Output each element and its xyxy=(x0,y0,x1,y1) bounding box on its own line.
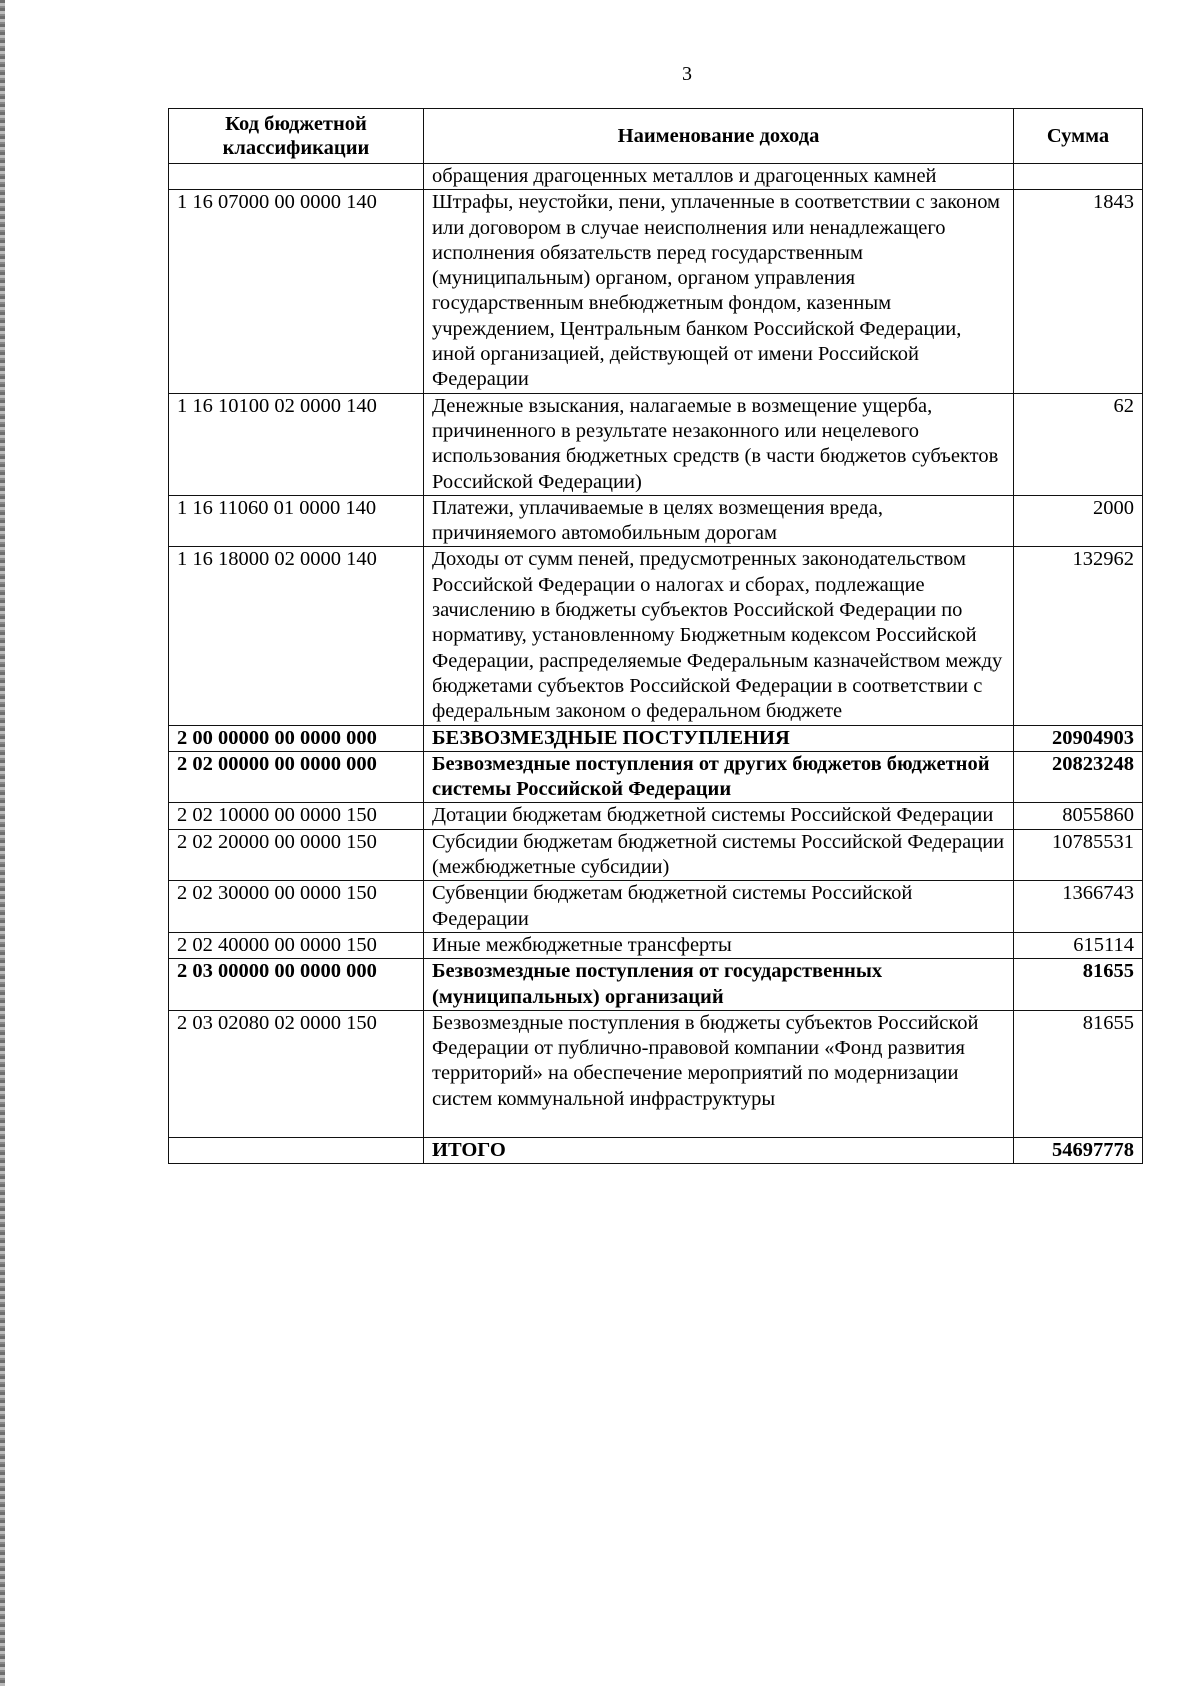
table-row-subtotal-group xyxy=(169,751,1143,803)
row-name: Субвенции бюджетам бюджетной системы Российской Федерации xyxy=(424,881,1014,933)
row-name: БЕЗВОЗМЕЗДНЫЕ ПОСТУПЛЕНИЯ xyxy=(424,725,1014,751)
row-name: Доходы от сумм пеней, предусмотренных законодательством Российской Федерации о налогах и сборах, подлежащие зачислению в бюджеты субъектов Российской Федерации по нормативу, установленному Бюджетным кодексом Российской Федерации, распределяемые Федеральным казначейством между бюджетами субъектов Российской Федерации в соответствии с федеральным законом о федеральном бюджете xyxy=(424,547,1014,725)
table-row xyxy=(169,1010,1143,1137)
row-code: 2 00 00000 00 0000 000 xyxy=(169,725,424,751)
table-row xyxy=(169,495,1143,547)
row-code: 1 16 07000 00 0000 140 xyxy=(169,190,424,393)
row-name: Безвозмездные поступления от других бюджетов бюджетной системы Российской Федерации xyxy=(424,751,1014,803)
table-row xyxy=(169,932,1143,958)
row-sum xyxy=(1014,164,1143,190)
row-sum: 132962 xyxy=(1014,547,1143,725)
row-code: 2 02 00000 00 0000 000 xyxy=(169,751,424,803)
row-name: Денежные взыскания, налагаемые в возмещение ущерба, причиненного в результате незаконного или нецелевого использования бюджетных средств (в части бюджетов субъектов Российской Федерации) xyxy=(424,393,1014,495)
row-name: обращения драгоценных металлов и драгоценных камней xyxy=(424,164,1014,190)
row-sum: 1843 xyxy=(1014,190,1143,393)
row-sum: 8055860 xyxy=(1014,803,1143,829)
row-code: 2 03 00000 00 0000 000 xyxy=(169,959,424,1011)
header-code: Код бюджетной классификации xyxy=(169,109,424,164)
row-name: Штрафы, неустойки, пени, уплаченные в соответствии с законом или договором в случае неисполнения или ненадлежащего исполнения обязательств перед государственным (муниципальным) органом, органом управления государственным внебюджетным фондом, казенным учреждением, Центральным банком Российской Федерации, иной организацией, действующей от имени Российской Федерации xyxy=(424,190,1014,393)
table-row xyxy=(169,881,1143,933)
row-code: 2 02 10000 00 0000 150 xyxy=(169,803,424,829)
scan-edge xyxy=(0,0,5,1686)
row-sum: 81655 xyxy=(1014,959,1143,1011)
row-code: 1 16 10100 02 0000 140 xyxy=(169,393,424,495)
row-sum: 20823248 xyxy=(1014,751,1143,803)
row-name: Субсидии бюджетам бюджетной системы Российской Федерации (межбюджетные субсидии) xyxy=(424,829,1014,881)
row-sum: 10785531 xyxy=(1014,829,1143,881)
row-sum: 2000 xyxy=(1014,495,1143,547)
table-row xyxy=(169,803,1143,829)
row-code: 2 02 30000 00 0000 150 xyxy=(169,881,424,933)
row-name: Иные межбюджетные трансферты xyxy=(424,932,1014,958)
header-name: Наименование дохода xyxy=(424,109,1014,164)
page-number: 3 xyxy=(682,63,692,85)
table-row-grand-total xyxy=(169,1137,1143,1163)
row-name: Дотации бюджетам бюджетной системы Российской Федерации xyxy=(424,803,1014,829)
row-name: Безвозмездные поступления от государственных (муниципальных) организаций xyxy=(424,959,1014,1011)
row-code: 1 16 18000 02 0000 140 xyxy=(169,547,424,725)
table-row xyxy=(169,547,1143,725)
row-code xyxy=(169,164,424,190)
row-code: 2 03 02080 02 0000 150 xyxy=(169,1010,424,1137)
row-sum: 20904903 xyxy=(1014,725,1143,751)
header-sum: Сумма xyxy=(1014,109,1143,164)
row-code: 1 16 11060 01 0000 140 xyxy=(169,495,424,547)
table-row xyxy=(169,190,1143,393)
table-row-total-group xyxy=(169,725,1143,751)
table-row xyxy=(169,829,1143,881)
row-sum: 1366743 xyxy=(1014,881,1143,933)
row-name: Безвозмездные поступления в бюджеты субъектов Российской Федерации от публично-правовой компании «Фонд развития территорий» на обеспечение мероприятий по модернизации систем коммунальной инфраструктуры xyxy=(424,1010,1014,1137)
row-code: 2 02 20000 00 0000 150 xyxy=(169,829,424,881)
table-row-subtotal-group xyxy=(169,959,1143,1011)
income-table xyxy=(168,108,1143,1164)
row-sum: 615114 xyxy=(1014,932,1143,958)
row-sum: 81655 xyxy=(1014,1010,1143,1137)
table-row xyxy=(169,164,1143,190)
row-code: 2 02 40000 00 0000 150 xyxy=(169,932,424,958)
row-sum: 54697778 xyxy=(1014,1137,1143,1163)
row-code xyxy=(169,1137,424,1163)
row-sum: 62 xyxy=(1014,393,1143,495)
table-row xyxy=(169,393,1143,495)
row-name: Платежи, уплачиваемые в целях возмещения вреда, причиняемого автомобильным дорогам xyxy=(424,495,1014,547)
row-name: ИТОГО xyxy=(424,1137,1014,1163)
table-header-row xyxy=(169,109,1143,164)
